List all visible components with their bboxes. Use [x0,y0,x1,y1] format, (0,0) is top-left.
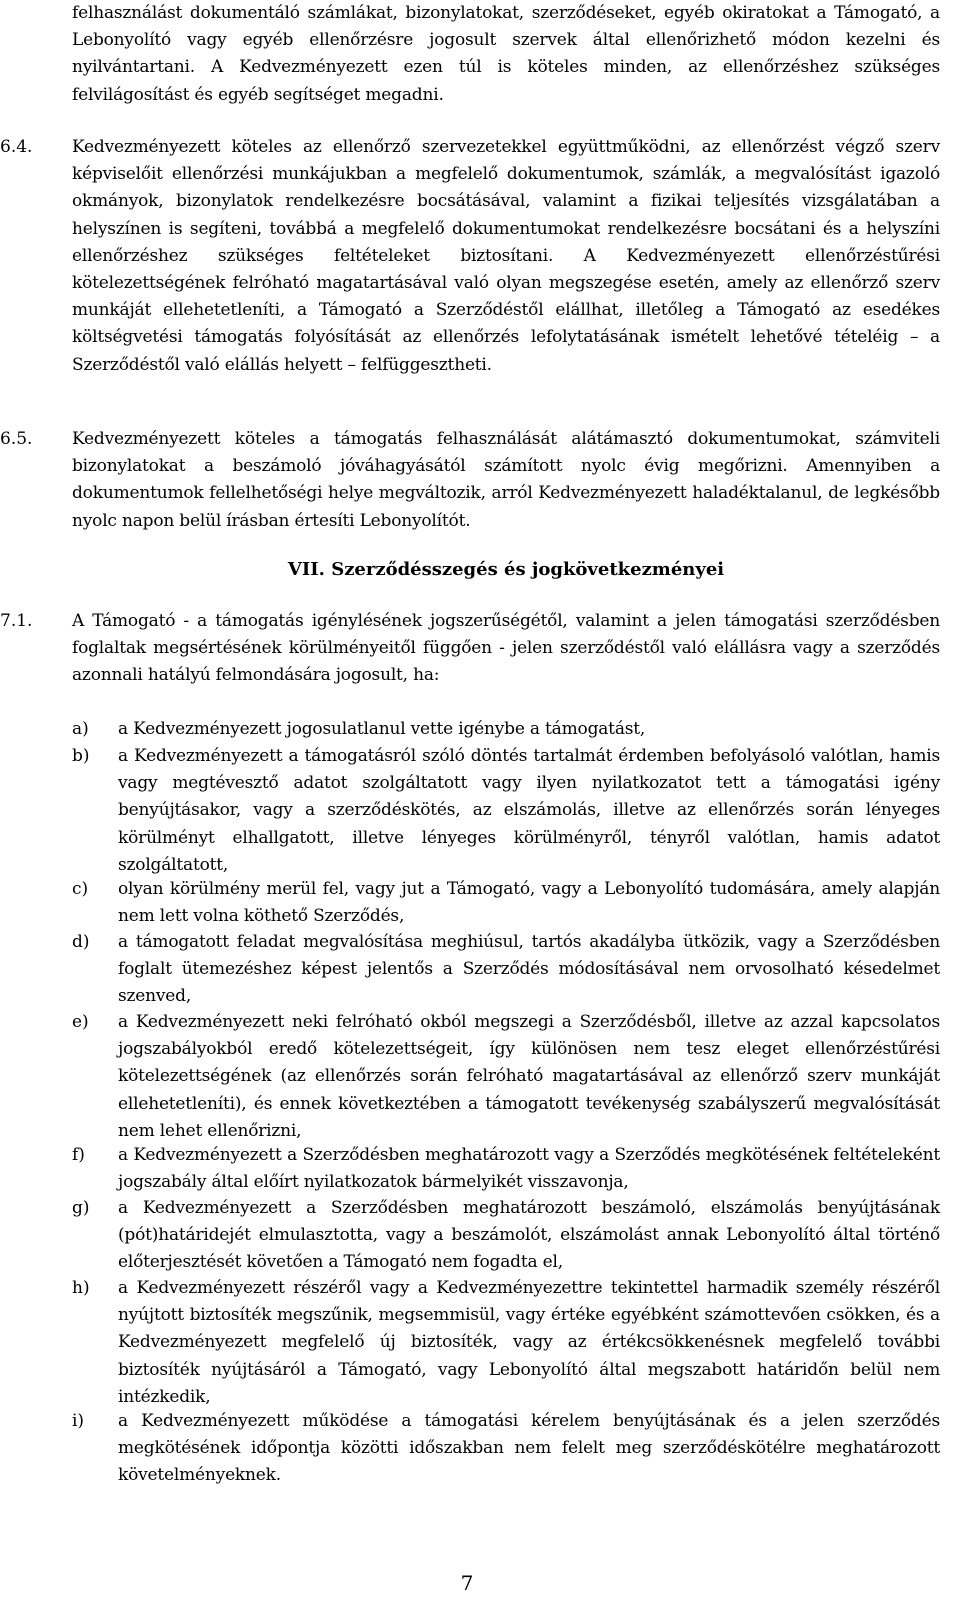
list-label: a) [72,719,89,739]
section-number: 6.5. [0,429,33,449]
intro-paragraph: felhasználást dokumentáló számlákat, bizonylatokat, szerződéseket, egyéb okiratokat a Támogató, a Lebonyolító vagy egyéb ellenőrzésre jogosult szervek által ellenőrizhető módon kezelni és nyilvántartani. A Kedvezményezett ezen túl is köteles minden, az ellenőrzéshez szükséges felvilágosítást és egyéb segítséget megadni. [72,3,940,105]
list-text: a Kedvezményezett működése a támogatási kérelem benyújtásának és a jelen szerződés megkötésének időpontja közötti időszakban nem felelt meg szerződéskötélre meghatározott követelményeknek. [118,1411,940,1486]
section-number: 7.1. [0,611,33,631]
list-label: f) [72,1145,85,1165]
page-number: 7 [460,1571,474,1595]
list-label: g) [72,1198,90,1218]
list-label: e) [72,1012,89,1032]
chapter-heading: VII. Szerződésszegés és jogkövetkezményei [287,559,725,580]
section-number: 6.4. [0,137,33,157]
list-label: d) [72,932,90,952]
list-text: a Kedvezményezett a Szerződésben meghatározott vagy a Szerződés megkötésének feltételeként jogszabály által előírt nyilatkozatok bármelyikét visszavonja, [118,1145,940,1193]
list-text: olyan körülmény merül fel, vagy jut a Támogató, vagy a Lebonyolító tudomására, amely alapján nem lett volna köthető Szerződés, [118,879,940,927]
list-text: a Kedvezményezett neki felróható okból megszegi a Szerződésből, illetve az azzal kapcsolatos jogszabályokból eredő kötelezettségeit, így különösen nem tesz eleget ellenőrzéstűrési kötelezettségének (az ellenőrzés során felróható magatartásával az ellenőrző szerv munkáját ellehetetleníti), és ennek következtében a támogatott tevékenység szabályszerű megvalósítását nem lehet ellenőrizni, [118,1012,940,1141]
list-text: a Kedvezményezett a támogatásról szóló döntés tartalmát érdemben befolyásoló valótlan, hamis vagy megtévesztő adatot szolgáltatott vagy ilyen nyilatkozatot tett a támogatási igény benyújtásakor, vagy a szerződéskötés, az elszámolás, illetve az ellenőrzés során lényeges körülményt elhallgatott, illetve lényeges körülményről, tényről valótlan, hamis adatot szolgáltatott, [118,746,940,875]
list-text: a Kedvezményezett jogosulatlanul vette igénybe a támogatást, [118,719,646,739]
section-text: A Támogató - a támogatás igénylésének jogszerűségétől, valamint a jelen támogatási szerződésben foglaltak megsértésének körülményeitől függően - jelen szerződéstől való elállásra vagy a szerződés azonnali hatályú felmondására jogosult, ha: [72,611,940,686]
list-label: i) [72,1411,85,1431]
list-label: c) [72,879,89,899]
list-text: a támogatott feladat megvalósítása meghiúsul, tartós akadályba ütközik, vagy a Szerződésben foglalt ütemezéshez képest jelentős a Szerződés módosításával nem orvosolható késedelmet szenved, [118,932,940,1007]
section-text: Kedvezményezett köteles az ellenőrző szervezetekkel együttműködni, az ellenőrzést végző szerv képviselőit ellenőrzési munkájukban a megfelelő dokumentumok, számlák, a megvalósítást igazoló okmányok, bizonylatok rendelkezésre bocsátásával, valamint a fizikai teljesítés vizsgálatában a helyszínen is segíteni, továbbá a megfelelő dokumentumokat rendelkezésre bocsátani és a helyszíni ellenőrzéshez szükséges feltételeket biztosítani. A Kedvezményezett ellenőrzéstűrési kötelezettségének felróható magatartásával való olyan megszegése esetén, amely az ellenőrző szerv munkáját ellehetetleníti, a Támogató a Szerződéstől elállhat, illetőleg a Támogató az esedékes költségvetési támogatás folyósítását az ellenőrzés lefolytatásának ismételt lehetővé tételéig – a Szerződéstől való elállás helyett – felfüggesztheti. [72,137,940,375]
list-text: a Kedvezményezett a Szerződésben meghatározott beszámoló, elszámolás benyújtásának (pót)határidejét elmulasztotta, vagy a beszámolót, elszámolást annak Lebonyolító által történő előterjesztését követően a Támogató nem fogadta el, [118,1198,940,1273]
list-label: h) [72,1278,90,1298]
list-text: a Kedvezményezett részéről vagy a Kedvezményezettre tekintettel harmadik személy részéről nyújtott biztosíték megszűnik, megsemmisül, vagy értéke egyébként számottevően csökken, és a Kedvezményezett megfelelő új biztosíték, vagy az értékcsökkenésnek megfelelő további biztosíték nyújtásáról a Támogató, vagy Lebonyolító által megszabott határidőn belül nem intézkedik, [118,1278,940,1407]
list-label: b) [72,746,90,766]
section-text: Kedvezményezett köteles a támogatás felhasználását alátámasztó dokumentumokat, számviteli bizonylatokat a beszámoló jóváhagyásától számított nyolc évig megőrizni. Amennyiben a dokumentumok fellelhetőségi helye megváltozik, arról Kedvezményezett haladéktalanul, de legkésőbb nyolc napon belül írásban értesíti Lebonyolítót. [72,429,940,531]
